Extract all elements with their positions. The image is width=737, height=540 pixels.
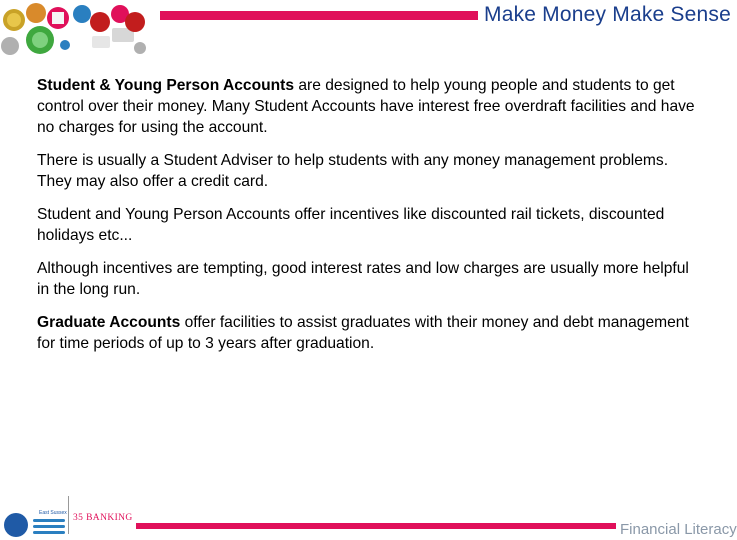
paragraph-bold-lead: Student & Young Person Accounts (37, 77, 295, 94)
slide-footer (0, 490, 737, 540)
brand-title: Make Money Make Sense (484, 3, 731, 26)
paragraph-student-accounts (37, 75, 702, 138)
header-accent-bar (160, 11, 478, 20)
footer-divider (68, 496, 69, 534)
slide-content (37, 75, 702, 366)
paragraph-interest-rates (37, 258, 702, 300)
footer-brand: Financial Literacy (620, 521, 737, 538)
paragraph-incentives (37, 204, 702, 246)
paragraph-text: Although incentives are tempting, good interest rates and low charges are usually more helpful in the long run. (37, 260, 689, 298)
wave-icon (33, 525, 65, 528)
coins-decoration-icon (0, 0, 160, 62)
money-icons-cluster (0, 0, 160, 62)
wave-icon (33, 531, 65, 534)
east-sussex-logo-icon (33, 510, 65, 538)
paragraph-text: There is usually a Student Adviser to help students with any money management problems. They may also offer a credit card. (37, 152, 669, 190)
paragraph-student-adviser (37, 150, 702, 192)
paragraph-bold-lead: Graduate Accounts (37, 314, 181, 331)
council-logo-icon (4, 513, 28, 537)
slide-header (0, 0, 731, 62)
slide-number-label: 35 BANKING (73, 513, 133, 523)
paragraph-text: offer facilities to assist graduates with their money and debt management for time periods of up to 3 years after graduation. (37, 314, 689, 352)
paragraph-graduate-accounts (37, 312, 702, 354)
logo-text: East Sussex (39, 510, 67, 516)
paragraph-text: are designed to help young people and students to get control over their money. Many Student Accounts have interest free overdraft facilities and have no charges for using the account. (37, 77, 695, 136)
paragraph-text: Student and Young Person Accounts offer incentives like discounted rail tickets, discounted holidays etc... (37, 206, 665, 244)
wave-icon (33, 519, 65, 522)
footer-accent-bar (136, 523, 616, 529)
